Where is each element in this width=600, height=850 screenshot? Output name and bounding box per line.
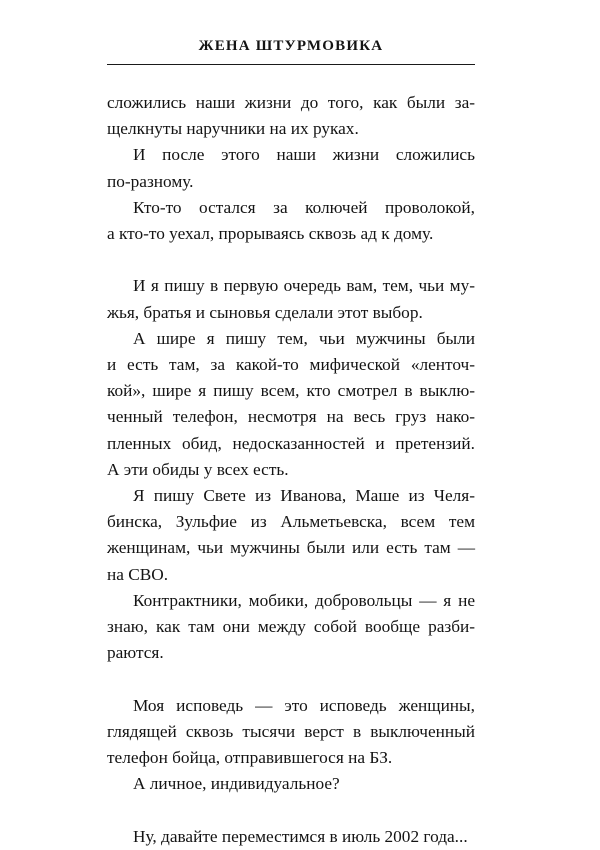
text-line: женщинам, чьи мужчины были или есть там —: [107, 538, 475, 558]
text-line: по-разному.: [107, 171, 194, 191]
text-line: А эти обиды у всех есть.: [107, 459, 289, 479]
paragraph-6: [107, 483, 475, 588]
text-line: сложились наши жизни до того, как были за-: [107, 93, 475, 112]
text-line: Контрактники, мобики, добровольцы — я не: [133, 590, 475, 610]
text-line: телефон бойца, отправившегося на БЗ.: [107, 748, 393, 768]
text-line: глядящей сквозь тысячи верст в выключенный: [107, 721, 475, 741]
text-line: кой», шире я пишу всем, кто смотрел в выклю-: [107, 381, 475, 401]
text-line: И я пишу в первую очередь вам, тем, чьи му-: [133, 276, 475, 296]
paragraph-7: [107, 588, 475, 667]
text-line: А шире я пишу тем, чьи мужчины были: [133, 328, 475, 348]
text-line: Моя исповедь — это исповедь женщины,: [133, 695, 475, 715]
paragraph-3: [107, 195, 475, 247]
paragraph-5: [107, 326, 475, 483]
text-line: а кто-то уехал, прорываясь сквозь ад к дому.: [107, 224, 434, 244]
running-title: ЖЕНА ШТУРМОВИКА: [198, 38, 384, 54]
text-line: бинска, Зульфие из Альметьевска, всем тем: [107, 512, 475, 532]
text-line: А личное, индивидуальное?: [133, 774, 340, 794]
paragraph-2: [107, 142, 475, 194]
text-line: Я пишу Свете из Иванова, Маше из Челя-: [133, 486, 475, 506]
paragraph-9: [107, 771, 475, 797]
paragraph-4: [107, 273, 475, 325]
text-line: на СВО.: [107, 564, 169, 584]
text-line: Кто-то остался за колючей проволокой,: [133, 197, 475, 217]
text-line: Ну, давайте переместимся в июль 2002 года...: [133, 826, 468, 846]
text-line: И после этого наши жизни сложились: [133, 145, 475, 165]
text-line: пленных обид, недосказанностей и претензий.: [107, 433, 475, 453]
text-line: щелкнуты наручники на их руках.: [107, 119, 359, 139]
text-line: знаю, как там они между собой вообще разби-: [107, 617, 475, 637]
text-line: раются.: [107, 643, 164, 663]
body-text: [107, 90, 475, 850]
header-rule: [107, 64, 475, 65]
text-line: жья, братья и сыновья сделали этот выбор.: [107, 302, 423, 322]
paragraph-10: [107, 824, 475, 850]
text-line: и есть там, за какой-то мифической «ленточ-: [107, 355, 475, 375]
paragraph-1: [107, 90, 475, 142]
text-line: ченный телефон, несмотря на весь груз нако-: [107, 407, 475, 427]
paragraph-8: [107, 693, 475, 772]
